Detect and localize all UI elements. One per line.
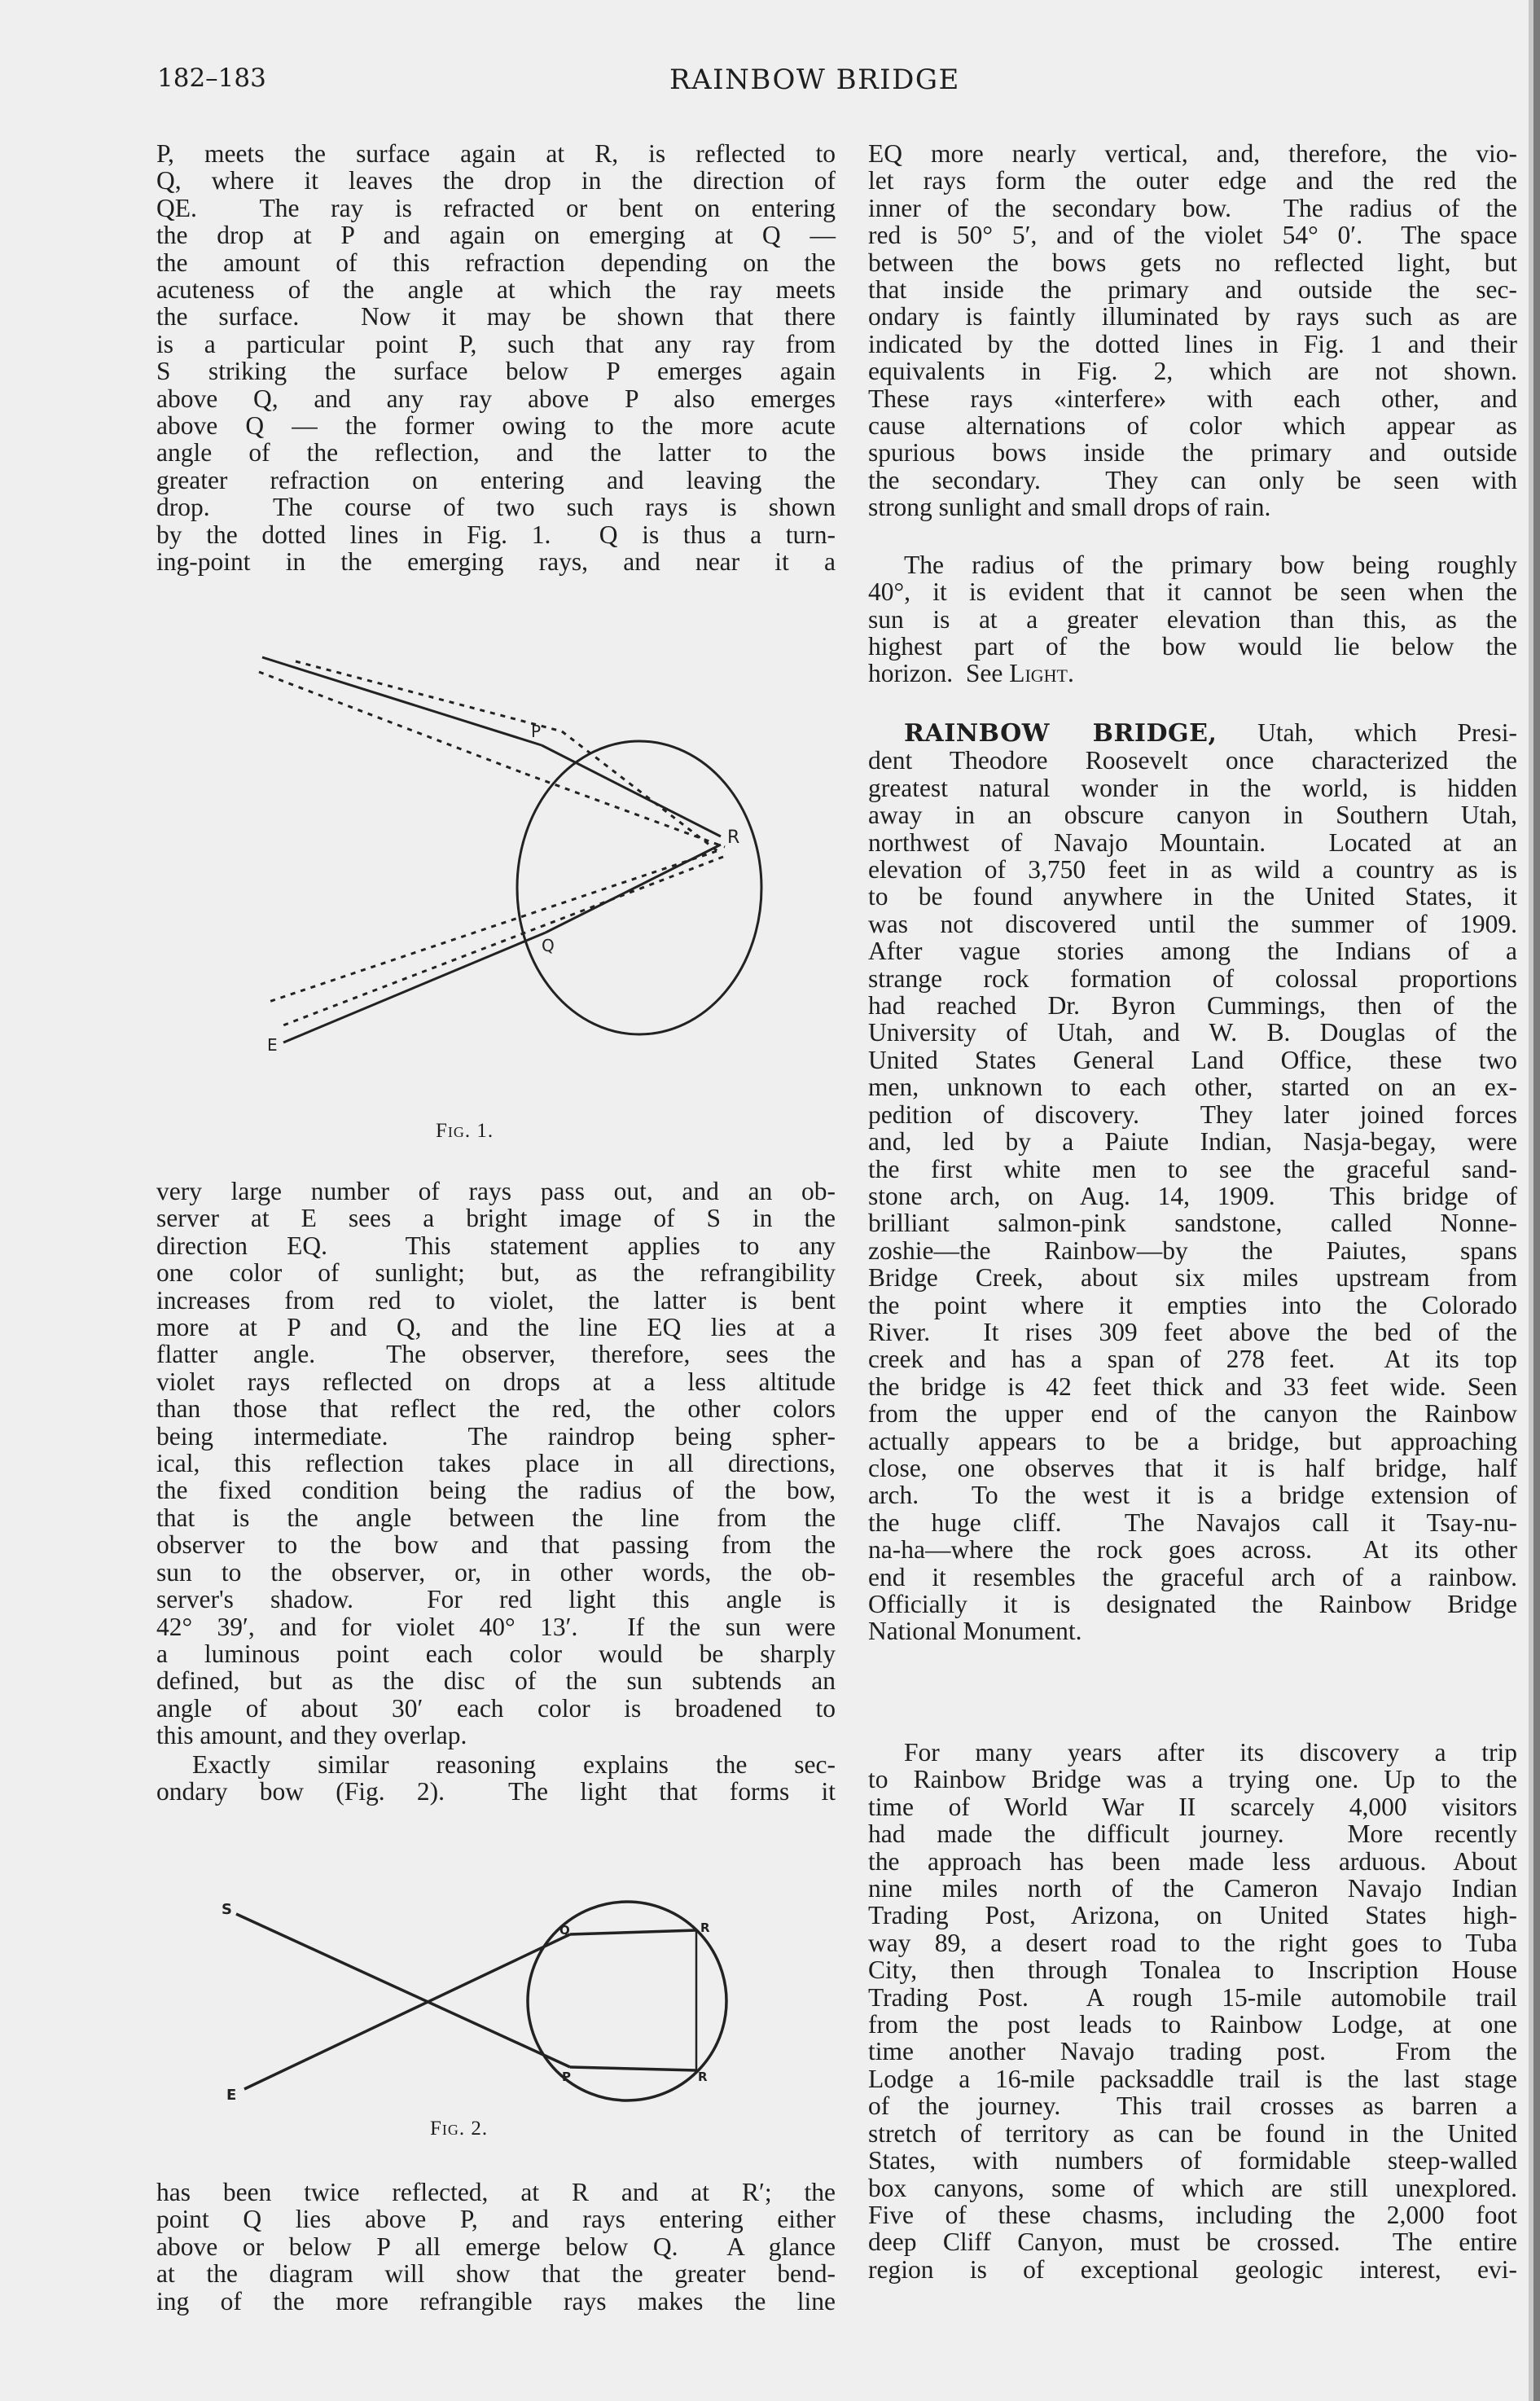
text-line: by the dotted lines in Fig. 1. Q is thus a turn- — [156, 520, 836, 549]
text-line: United States General Land Office, these two — [868, 1045, 1517, 1074]
text-line: These rays «interfere» with each other, and — [868, 384, 1517, 413]
fig2-label-p: P — [562, 2070, 571, 2084]
text-line: point Q lies above P, and rays entering either — [156, 2205, 836, 2234]
fig2-label-e: E — [226, 2087, 237, 2104]
text-line: angle of about 30′ each color is broadened to — [156, 1693, 836, 1723]
text-line: na-ha—where the rock goes across. At its other — [868, 1535, 1517, 1565]
text-line: red is 50° 5′, and of the violet 54° 0′. The space — [868, 221, 1517, 250]
fig2-label-r: R — [700, 1920, 710, 1935]
text-line: S striking the surface below P emerges again — [156, 357, 836, 386]
text-line: above Q — the former owing to the more acute — [156, 411, 836, 441]
book-spine-edge — [1533, 0, 1540, 2401]
text-line: QE. The ray is refracted or bent on entering — [156, 193, 836, 222]
entry-first-line-rest: Utah, which Presi- — [1217, 718, 1517, 747]
text-line: ondary bow (Fig. 2). The light that forms it — [156, 1777, 836, 1806]
text-line: EQ more nearly vertical, and, therefore, the vio- — [868, 139, 1517, 168]
fig2-label-q: Q — [559, 1923, 570, 1938]
text-line: end it resembles the graceful arch of a rainbow. — [868, 1562, 1517, 1591]
text-line: nine miles north of the Cameron Navajo Indian — [868, 1874, 1517, 1903]
text-line: 42° 39′, and for violet 40° 13′. If the sun were — [156, 1612, 836, 1641]
left-column-paragraph-2 — [156, 1178, 836, 1749]
text-line: National Monument. — [868, 1617, 1082, 1646]
text-line: actually appears to be a bridge, but approaching — [868, 1426, 1517, 1455]
text-line: northwest of Navajo Mountain. Located at an — [868, 827, 1517, 857]
text-line: very large number of rays pass out, and an ob- — [156, 1177, 836, 1205]
incident-ray-s — [236, 1914, 570, 2067]
text-line: one color of sunlight; but, as the refrangibility — [156, 1258, 836, 1288]
text-line: cause alternations of color which appear as — [868, 411, 1517, 441]
fig2-label-s: S — [222, 1901, 232, 1918]
text-line: inner of the secondary bow. The radius of the — [868, 193, 1517, 222]
text-line: had made the difficult journey. More recently — [868, 1819, 1517, 1849]
text-line: away in an obscure canyon in Southern Utah, — [868, 801, 1517, 830]
text-line: acuteness of the angle at which the ray meets — [156, 275, 836, 305]
text-line: Trading Post, Arizona, on United States high- — [868, 1901, 1517, 1930]
text-line: angle of the reflection, and the latter to the — [156, 438, 836, 467]
text-line: River. It rises 309 feet above the bed of the — [868, 1317, 1517, 1346]
text-line: For many years after its discovery a trip — [904, 1738, 1517, 1767]
text-line: University of Utah, and W. B. Douglas of the — [868, 1018, 1517, 1047]
text-line: flatter angle. The observer, therefore, sees the — [156, 1340, 836, 1369]
text-line: is a particular point P, such that any ray from — [156, 329, 836, 358]
right-column-paragraph-2 — [868, 551, 1517, 661]
right-column-paragraph-2-last-line — [868, 660, 1517, 687]
text-line: from the upper end of the canyon the Rainbow — [868, 1399, 1517, 1429]
text-line: has been twice reflected, at R and at R′; the — [156, 2178, 836, 2206]
left-column-paragraph-1 — [156, 140, 836, 576]
text-line: close, one observes that it is half bridge, half — [868, 1453, 1517, 1482]
right-column-paragraph-4 — [868, 1739, 1517, 2283]
text-line: creek and has a span of 278 feet. At its top — [868, 1345, 1517, 1374]
text-line: was not discovered until the summer of 1909. — [868, 909, 1517, 938]
text-line: the amount of this refraction depending on the — [156, 248, 836, 277]
text-line: brilliant salmon-pink sandstone, called Nonne- — [868, 1209, 1517, 1238]
text-line: that inside the primary and outside the sec- — [868, 275, 1517, 305]
rainbow-bridge-entry — [868, 719, 1517, 1645]
fig1-label-e: E — [267, 1035, 278, 1055]
text-line: being intermediate. The raindrop being spher- — [156, 1421, 836, 1451]
text-line: stone arch, on Aug. 14, 1909. This bridge of — [868, 1181, 1517, 1210]
text-line: ing of the more refrangible rays makes the line — [156, 2286, 836, 2315]
text-line: greater refraction on entering and leaving the — [156, 465, 836, 494]
text-line: the fixed condition being the radius of the bow, — [156, 1476, 836, 1505]
text-line: way 89, a desert road to the right goes to Tuba — [868, 1928, 1517, 1957]
text-line: drop. The course of two such rays is shown — [156, 493, 836, 522]
text-line: at the diagram will show that the greater bend- — [156, 2259, 836, 2289]
emergent-ray-e — [244, 1934, 570, 2089]
figure-2-diagram — [212, 1890, 766, 2109]
entry-headword: RAINBOW BRIDGE, — [904, 719, 1218, 748]
text-line: of the journey. This trail crosses as barren a — [868, 2092, 1517, 2121]
right-column-paragraph-1 — [868, 140, 1517, 521]
text-line: stretch of territory as can be found in the United — [868, 2118, 1517, 2148]
text-line: violet rays reflected on drops at a less altitude — [156, 1367, 836, 1396]
text-line: the approach has been made less arduous. About — [868, 1846, 1517, 1876]
text-line: strange rock formation of colossal proportions — [868, 963, 1517, 993]
left-column-paragraph-4 — [156, 2179, 836, 2315]
text-line: the point where it empties into the Colorado — [868, 1290, 1517, 1319]
text-line: defined, but as the disc of the sun subtends an — [156, 1666, 836, 1696]
figure-1-diagram — [244, 643, 766, 1140]
text-line: that is the angle between the line from the — [156, 1503, 836, 1532]
text-line: increases from red to violet, the latter is bent — [156, 1285, 836, 1315]
text-line: the drop at P and again on emerging at Q — — [156, 221, 836, 250]
text-line: equivalents in Fig. 2, which are not shown. — [868, 357, 1517, 386]
r2-last-prefix: horizon. See — [868, 659, 1010, 687]
figure-2 — [212, 1890, 766, 2109]
text-line: Trading Post. A rough 15-mile automobile trail — [868, 1982, 1517, 2012]
text-line: dent Theodore Roosevelt once characterized the — [868, 746, 1517, 775]
fig1-label-r: R — [727, 827, 740, 848]
fig1-label-p: P — [531, 722, 542, 741]
text-line: greatest natural wonder in the world, is hidden — [868, 773, 1517, 802]
text-line: Lodge a 16-mile packsaddle trail is the last stage — [868, 2064, 1517, 2093]
r2-last-suffix: . — [1068, 659, 1074, 687]
text-line: than those that reflect the red, the other colors — [156, 1394, 836, 1424]
text-line: deep Cliff Canyon, must be crossed. The entire — [868, 2228, 1517, 2257]
text-line: ical, this reflection takes place in all directions, — [156, 1449, 836, 1478]
text-line: elevation of 3,750 feet in as wild a country as is — [868, 855, 1517, 884]
text-line: had reached Dr. Byron Cummings, then of the — [868, 991, 1517, 1021]
text-line: Officially it is designated the Rainbow Bridge — [868, 1590, 1517, 1618]
text-line: strong sunlight and small drops of rain. — [868, 493, 1271, 522]
text-line: and, led by a Paiute Indian, Nasja-begay, were — [868, 1127, 1517, 1157]
text-line: sun to the observer, or, in other words, the ob- — [156, 1557, 836, 1587]
figure-2-caption: Fig. 2. — [430, 2118, 489, 2140]
figure-1 — [244, 643, 766, 1140]
text-line: more at P and Q, and the line EQ lies at a — [156, 1313, 836, 1342]
text-line: P, meets the surface again at R, is reflected to — [156, 139, 836, 168]
text-line: City, then through Tonalea to Inscription House — [868, 1955, 1517, 1985]
text-line: above Q, and any ray above P also emerges — [156, 384, 836, 413]
text-line: 40°, it is evident that it cannot be seen when the — [868, 577, 1517, 607]
left-column-paragraph-3 — [156, 1751, 836, 1806]
text-line: time another Navajo trading post. From the — [868, 2037, 1517, 2066]
text-line: the bridge is 42 feet thick and 33 feet wide. Seen — [868, 1372, 1517, 1401]
text-line: zoshie—the Rainbow—by the Paiutes, spans — [868, 1236, 1517, 1265]
text-line: server at E sees a bright image of S in the — [156, 1204, 836, 1233]
text-line: the huge cliff. The Navajos call it Tsay-nu- — [868, 1508, 1517, 1537]
text-line: Five of these chasms, including the 2,000 foot — [868, 2200, 1517, 2229]
text-line: Bridge Creek, about six miles upstream from — [868, 1263, 1517, 1293]
text-line: ing-point in the emerging rays, and near it a — [156, 547, 836, 577]
text-line: direction EQ. This statement applies to any — [156, 1231, 836, 1260]
text-line: sun is at a greater elevation than this, as the — [868, 604, 1517, 634]
incident-ray — [262, 657, 542, 745]
text-line: men, unknown to each other, started on an ex- — [868, 1073, 1517, 1102]
text-line: region is of exceptional geologic interest, evi- — [868, 2254, 1517, 2284]
text-line: let rays form the outer edge and the red the — [868, 166, 1517, 195]
text-line: the first white men to see the graceful sand- — [868, 1154, 1517, 1183]
text-line: The radius of the primary bow being roughly — [904, 551, 1517, 579]
text-line: ondary is faintly illuminated by rays such as are — [868, 302, 1517, 331]
fig1-label-q: Q — [542, 936, 555, 955]
see-also-link-light[interactable]: Light — [1009, 659, 1068, 687]
text-line: the secondary. They can only be seen with — [868, 465, 1517, 494]
text-line: indicated by the dotted lines in Fig. 1 and their — [868, 329, 1517, 358]
text-line: highest part of the bow would lie below the — [868, 632, 1517, 661]
figure-1-caption: Fig. 1. — [436, 1120, 494, 1142]
text-line: box canyons, some of which are still unexplored. — [868, 2173, 1517, 2202]
entry-first-line — [868, 719, 1517, 747]
text-line: server's shadow. For red light this angle is — [156, 1585, 836, 1614]
page-number: 182–183 — [157, 64, 266, 93]
text-line: arch. To the west it is a bridge extension of — [868, 1481, 1517, 1510]
emergent-ray-to-e — [283, 933, 546, 1042]
text-line: Q, where it leaves the drop in the direction of — [156, 166, 836, 195]
text-line: After vague stories among the Indians of a — [868, 937, 1517, 966]
text-line: spurious bows inside the primary and outside — [868, 438, 1517, 467]
text-line: above or below P all emerge below Q. A glance — [156, 2232, 836, 2261]
text-line: between the bows gets no reflected light, but — [868, 248, 1517, 277]
text-line: to be found anywhere in the United States, it — [868, 882, 1517, 911]
text-line: from the post leads to Rainbow Lodge, at one — [868, 2010, 1517, 2039]
text-line: Exactly similar reasoning explains the sec- — [192, 1750, 836, 1779]
text-line: States, with numbers of formidable steep-walled — [868, 2146, 1517, 2175]
text-line: observer to the bow and that passing from the — [156, 1530, 836, 1560]
fig2-label-r-prime: R — [698, 2070, 708, 2084]
text-line: the surface. Now it may be shown that there — [156, 302, 836, 331]
text-line: a luminous point each color would be sharply — [156, 1639, 836, 1668]
running-title: RAINBOW BRIDGE — [669, 64, 960, 96]
text-line: time of World War II scarcely 4,000 visitors — [868, 1792, 1517, 1821]
text-line: to Rainbow Bridge was a trying one. Up to the — [868, 1765, 1517, 1794]
text-line: pedition of discovery. They later joined forces — [868, 1100, 1517, 1129]
text-line: this amount, and they overlap. — [156, 1721, 467, 1750]
